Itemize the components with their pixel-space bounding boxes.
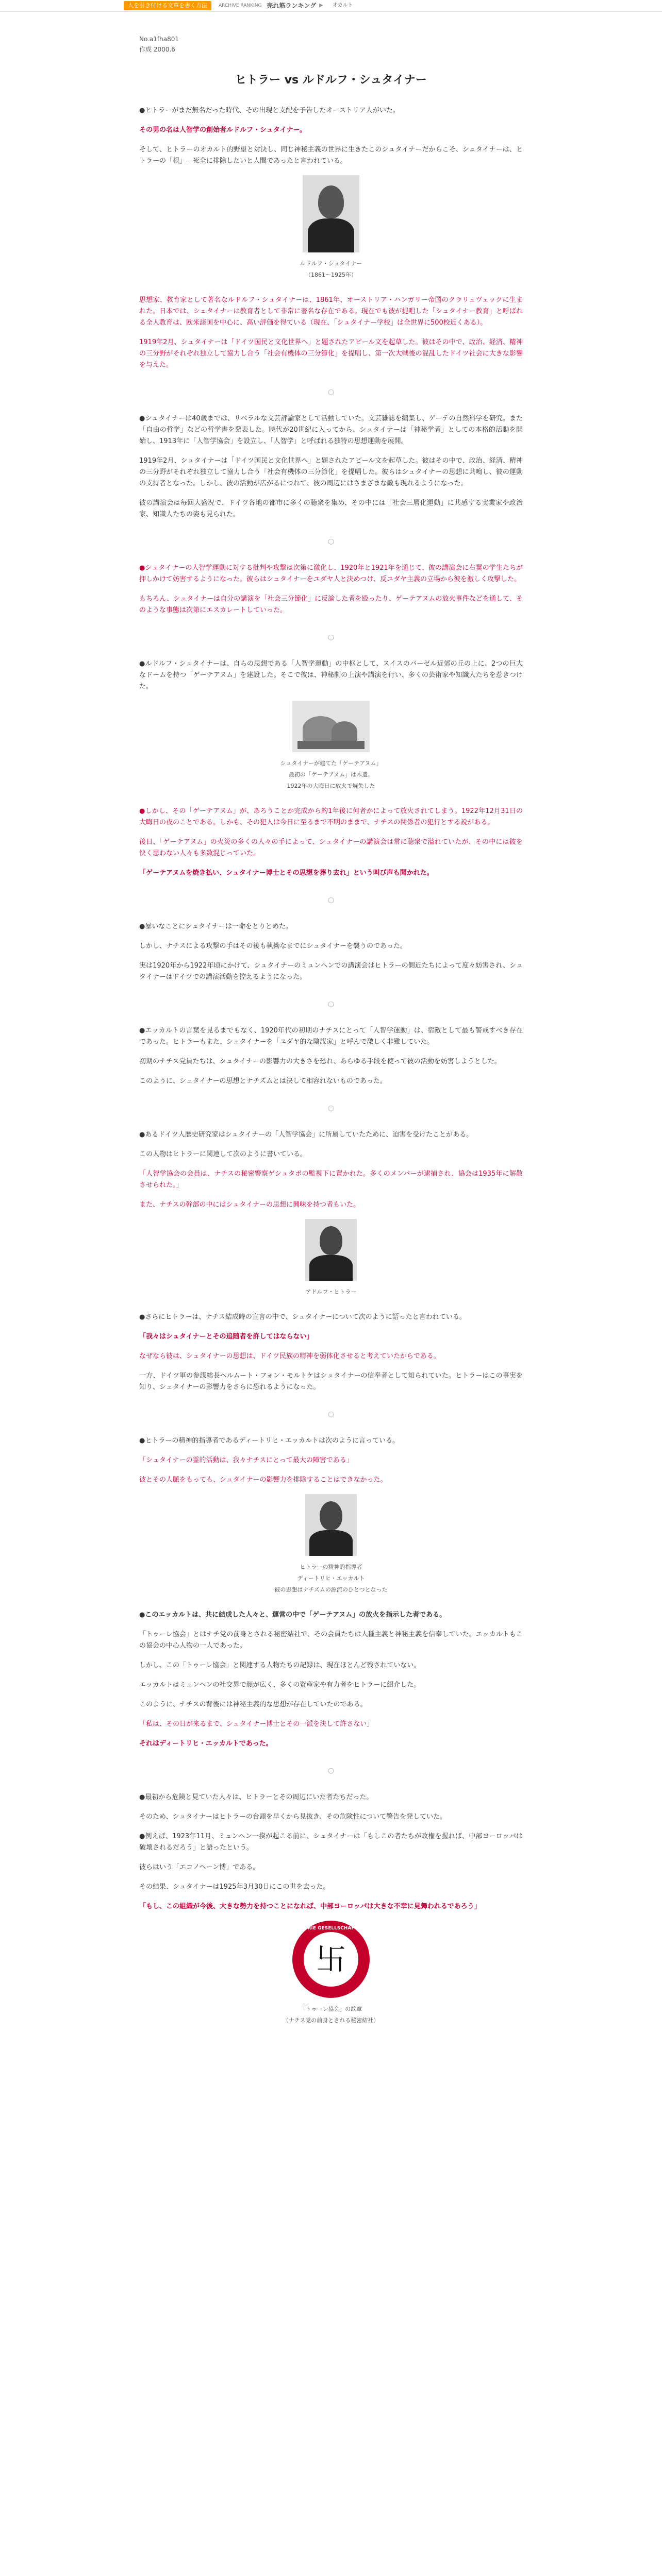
paragraph: 「トゥーレ協会」とはナチ党の前身とされる秘密結社で、その会員たちは人種主義と神秘主義を信奉していた。エッカルトもこの協会の中心人物の一人であった。 (139, 1631, 523, 1650)
figure-hitler (139, 1219, 523, 1296)
paragraph: 「もし、この組織が今後、大きな勢力を持つことになれば、中部ヨーロッパは大きな不幸に見舞われるであろう」 (139, 1903, 481, 1910)
paragraph: 初期のナチス党員たちは、シュタイナーの影響力の大きさを恐れ、あらゆる手段を使って彼の活動を妨害しようとした。 (139, 1058, 501, 1065)
paragraph: そして、ヒトラーのオカルト的野望と対決し、同じ神秘主義の世界に生きたこのシュタイナーだからこそ、シュタイナーは、ヒトラーの「根」―死全に排除したいと人間であったと言われている。 (139, 146, 523, 165)
paragraph: 1919年2月、シュタイナーは「ドイツ国民と文化世界へ」と題されたアピール文を起草した。彼はその中で、政治、経済、精神の三分野がそれぞれ独立して協力し合う「社会有機体の三分節化」を提唱し、第一次大戦後の混乱したドイツ社会に大きな影響を与えた。 (139, 338, 523, 369)
paragraph: その男の名は人智学の創始者ルドルフ・シュタイナー。 (139, 126, 306, 134)
figure-caption: アドルフ・ヒトラー (305, 1289, 357, 1295)
paragraph: このように、シュタイナーの思想とナチズムとは決して相容れないものであった。 (139, 1077, 387, 1085)
figure-eckart (139, 1494, 523, 1594)
paragraph: ●さらにヒトラーは、ナチス結成時の宣言の中で、シュタイナーについて次のように語ったと言われている。 (139, 1313, 466, 1321)
figure-steiner (139, 175, 523, 279)
figure-caption: ディートリヒ・エッカルト (297, 1575, 365, 1582)
figure-caption: ルドルフ・シュタイナー (300, 260, 362, 267)
steiner-portrait-image (303, 175, 359, 252)
paragraph: ●ヒトラーの精神的指導者であるディートリヒ・エッカルトは次のように言っている。 (139, 1437, 400, 1445)
article-number: No.a1fha801 (139, 36, 179, 43)
paragraph: 1919年2月、シュタイナーは「ドイツ国民と文化世界へ」と題されたアピール文を起草した。彼はその中で、政治、経済、精神の三分野がそれぞれ独立して協力し合う「社会有機体の三分節化」を提唱した。彼らはシュタイナーの思想に共鳴し、彼の運動の支持者となった。しかし、彼の活動が広がるにつれて、彼の周辺にはさまざまな敵も現れるようになった。 (139, 457, 523, 487)
paragraph: 「我々はシュタイナーとその追随者を許してはならない」 (139, 1333, 313, 1341)
paragraph: ●あるドイツ人歴史研究家はシュタイナーの「人智学協会」に所属していたために、迫害を受けたことがある。 (139, 1131, 473, 1139)
paragraph: この人物はヒトラーに関連して次のように書いている。 (139, 1150, 307, 1158)
paragraph: ●最初から危険と見ていた人々は、ヒトラーとその周辺にいた者たちだった。 (139, 1793, 373, 1801)
swastika-icon: 卐 (316, 1942, 346, 1977)
paragraph: ●シュタイナーは40歳までは、リベラルな文芸評論家として活動していた。文芸雑誌を編集し、ゲーテの自然科学を研究。また「自由の哲学」などの哲学書を発表した。時代が20世紀に入ってから、シュタイナーは「神秘学者」としての本格的活動を開始し、1913年に「人智学協会」を設立し、「人智学」と呼ばれる独特の思想運動を展開。 (139, 415, 523, 445)
paragraph: 彼の講演会は毎回大盛況で、ドイツ各地の都市に多くの聴衆を集め、その中には「社会三層化運動」に共感する実業家や政治家、知識人たちの姿も見られた。 (139, 499, 523, 518)
article-date: 作成 2000.6 (139, 46, 175, 53)
paragraph: 彼とその人脈をもっても、シュタイナーの影響力を排除することはできなかった。 (139, 1476, 387, 1484)
section-divider: ○ (327, 1104, 335, 1112)
paragraph: 彼らはいう「エコノヘーン博」である。 (139, 1863, 260, 1871)
section-divider: ○ (327, 537, 335, 546)
goetheanum-image (292, 701, 370, 752)
paragraph: なぜなら彼は、シュタイナーの思想は、ドイツ民族の精神を弱体化させると考えていたからである。 (139, 1352, 440, 1360)
paragraph: その結果、シュタイナーは1925年3月30日にこの世を去った。 (139, 1883, 330, 1891)
thule-society-emblem (292, 1921, 370, 1998)
figure-caption: 1922年の大晦日に放火で焼失した (287, 783, 375, 789)
paragraph: ●暴いなことにシュタイナーは一命をとりとめた。 (139, 923, 292, 930)
paragraph: ●シュタイナーの人智学運動に対する批判や攻撃は次第に激化し、1920年と1921年を通じて、彼の講演会に右翼の学生たちが押しかけて妨害するようになった。彼らはシュタイナーをユダヤ人と決めつけ、反ユダヤ主義の立場から彼を激しく攻撃した。 (139, 564, 523, 583)
paragraph: そのため、シュタイナーはヒトラーの台頭を早くから見抜き、その危険性について警告を発していた。 (139, 1813, 447, 1821)
paragraph: ●ヒトラーがまだ無名だった時代、その出現と支配を予告したオーストリア人がいた。 (139, 107, 400, 114)
paragraph: ●このエッカルトは、共に結成した人々と、運営の中で「ゲーテアヌム」の放火を指示した者である。 (139, 1611, 446, 1619)
paragraph: エッカルトはミュンヘンの社交界で顔が広く、多くの資産家や有力者をヒトラーに紹介した。 (139, 1681, 421, 1689)
paragraph: 一方、ドイツ軍の参謀総長ヘルムート・フォン・モルトケはシュタイナーの信奉者として知られていた。ヒトラーはこの事実を知り、シュタイナーの影響力をさらに恐れるようになった。 (139, 1372, 523, 1391)
hitler-portrait-image (305, 1219, 357, 1281)
figure-caption: （ナチス党の前身とされる秘密結社） (283, 2017, 379, 2024)
brand-logo[interactable]: ARCHIVE RANKING (219, 3, 262, 8)
paragraph: このように、ナチスの背後には神秘主義的な思想が存在していたのである。 (139, 1701, 367, 1708)
paragraph: ●しかし、その「ゲーテアヌム」が、あろうことか完成から約1年後に何者かによって放火されてしまう。1922年12月31日の大晦日の夜のことである。しかも、その犯人は今日に至るまで不明のままで、ナチスの関係者の犯行とする説がある。 (139, 807, 523, 826)
paragraph: しかし、この「トゥーレ協会」と関連する人物たちの記録は、現在ほとんど残されていない。 (139, 1662, 421, 1669)
figure-caption: （1861～1925年） (305, 272, 357, 278)
paragraph: 「ゲーテアヌムを焼き払い、シュタイナー博士とその思想を葬り去れ」という叫び声も聞かれた。 (139, 869, 434, 877)
top-ad-bar (0, 0, 662, 12)
paragraph: 「シュタイナーの霊的活動は、我々ナチスにとって最大の障害である」 (139, 1456, 353, 1464)
emblem-text: TRIE GESELLSCHAFT (304, 1926, 358, 1931)
paragraph: それはディートリヒ・エッカルトであった。 (139, 1740, 273, 1748)
paragraph: もちろん、シュタイナーは自分の講演を「社会三分節化」に反論した者を殴ったり、ゲーテアヌムの放火事件などを通して、そのような事態は次第にエスカレートしていった。 (139, 595, 523, 614)
section-divider: ○ (327, 1767, 335, 1775)
section-divider: ○ (327, 896, 335, 904)
section-divider: ○ (327, 388, 335, 396)
paragraph: ●例えば、1923年11月、ミュンヘン一揆が起こる前に、シュタイナーは「もしこの者たちが政権を握れば、中部ヨーロッパは破壊されるだろう」と語ったという。 (139, 1833, 523, 1852)
section-divider: ○ (327, 1000, 335, 1008)
paragraph: しかし、ナチスによる攻撃の手はその後も執拗なまでにシュタイナーを襲うのであった。 (139, 942, 407, 950)
page-title: ヒトラー vs ルドルフ・シュタイナー (235, 74, 427, 87)
paragraph: 「人智学協会の会員は、ナチスの秘密警察ゲシュタポの監視下に置かれた。多くのメンバーが逮捕され、協会は1935年に解散させられた。」 (139, 1170, 523, 1189)
article (139, 34, 523, 2040)
figure-caption: 彼の思想はナチズムの源流のひとつとなった (274, 1586, 388, 1593)
figure-caption: 最初の「ゲーテアヌム」は木造。 (288, 771, 374, 778)
chevron-right-icon: ▶ (319, 3, 323, 8)
paragraph: ●エッカルトの言葉を見るまでもなく、1920年代の初期のナチスにとって「人智学運動」は、宿敵として最も警戒すべき存在であった。ヒトラーもまた、シュタイナーを「ユダヤ的な陰謀家」と呼んで激しく非難していた。 (139, 1027, 523, 1046)
figure-caption: ヒトラーの精神的指導者 (300, 1564, 362, 1570)
paragraph: ●ルドルフ・シュタイナーは、自らの思想である「人智学運動」の中枢として、スイスのバーゼル近郊の丘の上に、2つの巨大なドームを持つ「ゲーテアヌム」を建設した。そこで彼は、神秘劇の上演や講演を行い、多くの芸術家や知識人たちを惹きつけた。 (139, 660, 523, 690)
ranking-link[interactable]: 売れ筋ランキング (267, 2, 317, 9)
figure-caption: 「トゥーレ協会」の紋章 (300, 2006, 362, 2012)
paragraph: 「私は、その日が来るまで、シュタイナー博士とその一派を決して許さない」 (139, 1720, 374, 1728)
section-divider: ○ (327, 1410, 335, 1418)
category-tag[interactable]: オカルト (332, 3, 353, 8)
eckart-portrait-image (305, 1494, 357, 1556)
figure-caption: シュタイナーが建てた「ゲーテアヌム」 (280, 760, 382, 767)
paragraph: 思想家、教育家として著名なルドルフ・シュタイナーは、1861年、オーストリア・ハンガリー帝国のクラリェヴェックに生まれた。日本では、シュタイナーは教育者として非常に著名な存在である。現在でも彼が提唱した「シュタイナー教育」と呼ばれる全人教育は、欧米諸国を中心に、高い評価を得ている（現在、「シュタイナー学校」は全世界に500校近くある）。 (139, 296, 523, 327)
figure-goetheanum (139, 701, 523, 790)
paragraph: 実は1920年から1922年頃にかけて、シュタイナーのミュンヘンでの講演会はヒトラーの側近たちによって度々妨害され、シュタイナーはドイツでの講演活動を控えるようになった。 (139, 962, 523, 981)
paragraph: また、ナチスの幹部の中にはシュタイナーの思想に興味を持つ者もいた。 (139, 1201, 360, 1209)
figure-thule-emblem (139, 1921, 523, 2025)
ad-link[interactable]: 人を引き付ける文章を書く方法 (124, 1, 211, 10)
paragraph: 後日、「ゲーテアヌム」の火災の多くの人々の手によって、シュタイナーの講演会は常に聴衆で溢れていたが、その中には彼を快く思わない人々も多数混じっていた。 (139, 838, 523, 857)
section-divider: ○ (327, 633, 335, 641)
